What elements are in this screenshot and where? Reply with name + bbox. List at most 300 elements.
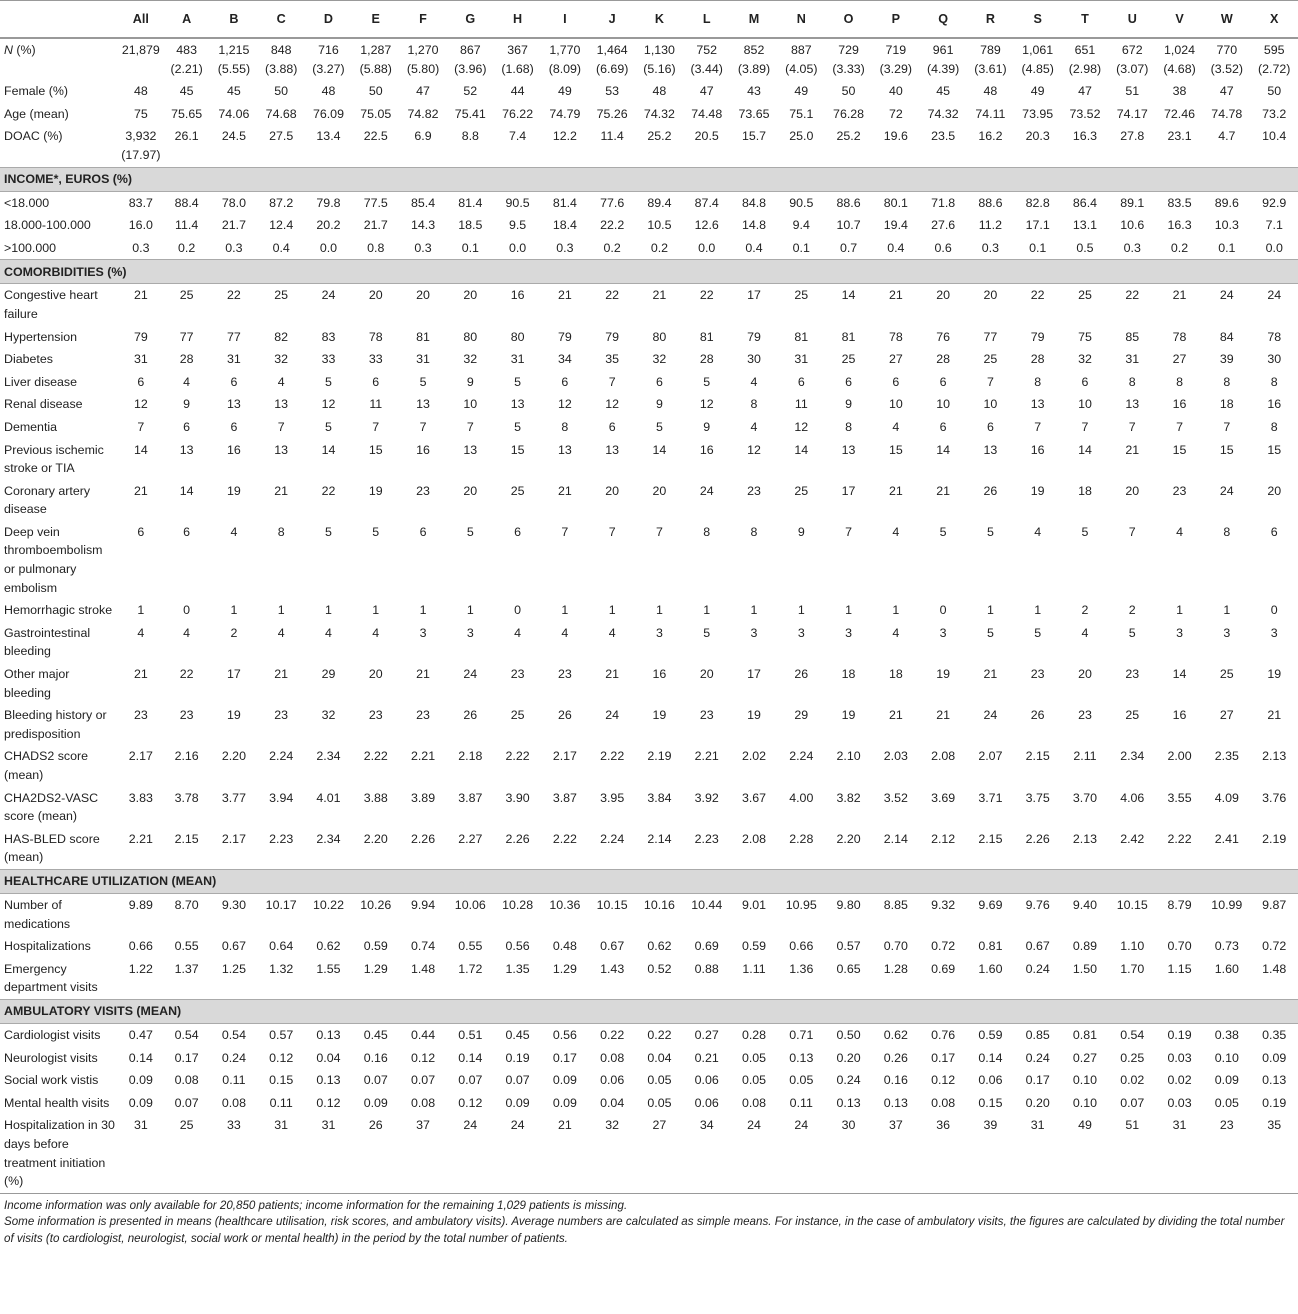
table-cell: 23	[557, 667, 572, 682]
table-cell	[730, 38, 777, 80]
table-cell: 16	[510, 288, 525, 303]
table-cell: 19	[1030, 483, 1045, 498]
table-cell: 24	[463, 667, 478, 682]
table-cell: 11.4	[600, 129, 624, 144]
table-cell: 11.2	[978, 218, 1002, 233]
table-cell: 13	[983, 442, 998, 457]
table-cell: 73.65	[738, 106, 770, 121]
table-cell: 0.08	[741, 1095, 767, 1110]
table-cell: 13	[274, 442, 289, 457]
table-cell: 47	[1219, 84, 1234, 99]
table-cell: 0.03	[1167, 1050, 1192, 1065]
table-row	[0, 416, 1298, 439]
table-cell: 1	[466, 603, 474, 618]
table-cell: 6	[1081, 374, 1089, 389]
column-header: I	[541, 1, 588, 39]
table-cell: 35	[605, 352, 620, 367]
table-row	[0, 663, 1298, 704]
row-label: N (%)	[4, 43, 36, 57]
table-cell: 0.16	[883, 1073, 908, 1088]
table-cell: 0.56	[505, 939, 530, 954]
table-cell: 0.57	[836, 939, 861, 954]
table-cell: 3.52	[883, 790, 908, 805]
table-row	[0, 326, 1298, 349]
table-cell: 0.38	[1214, 1027, 1239, 1042]
table-cell: 45	[227, 84, 241, 99]
table-cell: 22	[1030, 288, 1045, 303]
table-cell: 49	[794, 84, 809, 99]
table-row	[0, 103, 1298, 126]
table-cell: 14	[652, 442, 667, 457]
table-cell: 48	[652, 84, 667, 99]
table-cell: 83	[321, 329, 336, 344]
table-cell: 0.25	[1120, 1050, 1145, 1065]
cell-value: 1,287	[360, 43, 392, 57]
table-cell: 9	[797, 524, 805, 539]
table-cell: 40	[888, 84, 903, 99]
table-cell: 0.14	[978, 1050, 1003, 1065]
row-label: Gastrointestinal bleeding	[4, 625, 91, 659]
table-cell: 16	[699, 442, 714, 457]
table-cell: 2.23	[694, 831, 719, 846]
table-cell: 17	[747, 288, 761, 303]
table-cell: 3.89	[410, 790, 436, 805]
table-cell: 7.4	[508, 129, 527, 144]
table-cell: 5	[986, 625, 994, 640]
table-row	[0, 237, 1298, 260]
table-cell: 77.6	[600, 195, 625, 210]
table-cell: 16	[1172, 397, 1187, 412]
table-cell: 11	[369, 397, 383, 412]
table-cell: 7	[372, 419, 380, 434]
table-cell: 2.02	[741, 749, 767, 764]
table-cell: 0.3	[981, 240, 1000, 255]
cell-value: 672	[1121, 43, 1143, 57]
table-cell: 81.4	[552, 195, 577, 210]
table-cell: 78	[368, 329, 383, 344]
table-cell: 0.05	[741, 1050, 767, 1065]
row-label: Emergency department visits	[4, 961, 98, 995]
table-cell: 8	[1176, 374, 1183, 389]
table-cell: 0.56	[552, 1027, 577, 1042]
table-cell: 0.07	[410, 1073, 436, 1088]
table-cell: 20	[368, 288, 383, 303]
table-cell	[872, 38, 919, 80]
table-cell: 10.15	[1116, 897, 1148, 912]
table-row	[0, 393, 1298, 416]
table-cell	[119, 38, 163, 80]
table-cell: 6	[514, 524, 522, 539]
table-cell: 4	[561, 625, 569, 640]
row-label: <18.000	[4, 195, 50, 210]
table-cell: 4	[372, 625, 380, 640]
table-cell: 24	[1219, 288, 1234, 303]
table-cell: 0.72	[931, 939, 956, 954]
table-cell: 10.26	[360, 897, 392, 912]
table-cell: 81.4	[458, 195, 483, 210]
table-cell: 83.7	[128, 195, 153, 210]
table-cell: 15	[888, 442, 903, 457]
table-cell: 3.95	[600, 790, 625, 805]
table-cell: 25	[841, 352, 856, 367]
table-footnotes	[0, 1194, 1298, 1248]
table-cell: 21	[133, 288, 148, 303]
table-cell: 0.07	[505, 1073, 530, 1088]
table-cell: 22	[699, 288, 714, 303]
table-cell: 21	[652, 288, 667, 303]
table-cell: 9.4	[792, 218, 810, 233]
table-cell: 5	[466, 524, 474, 539]
table-cell: 88.4	[174, 195, 199, 210]
table-cell: 36	[919, 1114, 966, 1193]
table-cell: 8	[703, 524, 711, 539]
column-header: P	[872, 1, 919, 39]
table-cell: 3.78	[174, 790, 199, 805]
table-cell: 14	[133, 442, 148, 457]
table-cell: 10.06	[454, 897, 486, 912]
table-cell: 1	[608, 603, 616, 618]
table-cell: 6	[939, 419, 947, 434]
table-cell: 0.59	[978, 1027, 1003, 1042]
table-cell: 4	[1034, 524, 1042, 539]
table-cell: 7	[1128, 419, 1136, 434]
table-cell: 8	[845, 419, 853, 434]
row-label: Female (%)	[4, 84, 69, 99]
table-cell: 0.57	[269, 1027, 294, 1042]
cell-percent: (5.80)	[406, 61, 440, 76]
cell-value: 961	[932, 43, 954, 57]
table-cell	[210, 38, 257, 80]
row-label: HAS-BLED score (mean)	[4, 831, 100, 865]
table-cell: 85	[1125, 329, 1140, 344]
table-cell: 0.45	[363, 1027, 388, 1042]
table-cell: 0.65	[836, 961, 861, 976]
table-row	[0, 1023, 1298, 1046]
table-cell: 1.28	[883, 961, 908, 976]
table-cell: 30	[1267, 352, 1282, 367]
table-cell: 2.24	[789, 749, 814, 764]
table-cell: 10.4	[1262, 129, 1287, 144]
table-cell: 2.21	[694, 749, 719, 764]
table-cell: 5	[514, 374, 522, 389]
table-cell: 2.03	[883, 749, 908, 764]
table-cell: 78	[1172, 329, 1187, 344]
table-cell: 28	[699, 352, 714, 367]
table-cell: 2.20	[836, 831, 861, 846]
table-cell: 75.65	[171, 106, 203, 121]
row-label: Cardiologist visits	[4, 1027, 101, 1042]
table-cell: 6	[183, 524, 191, 539]
table-cell: 7	[419, 419, 427, 434]
row-label: Social work vistis	[4, 1073, 99, 1088]
table-cell: 45	[179, 84, 194, 99]
table-cell: 4	[183, 625, 191, 640]
table-cell: 19.4	[883, 218, 908, 233]
table-cell: 10	[936, 397, 951, 412]
table-cell: 0.0	[319, 240, 338, 255]
table-cell: 1	[703, 603, 711, 618]
table-cell: 21	[888, 288, 903, 303]
table-cell: 14	[1078, 442, 1092, 457]
table-cell	[447, 38, 494, 80]
table-cell: 0.35	[1262, 1027, 1287, 1042]
table-cell: 20	[983, 288, 998, 303]
table-cell: 13	[227, 397, 241, 412]
table-cell: 3.76	[1262, 790, 1287, 805]
table-cell: 74.32	[643, 106, 675, 121]
table-cell: 0.1	[461, 240, 479, 255]
table-cell: 2.34	[316, 749, 341, 764]
column-header: S	[1014, 1, 1061, 39]
cell-value: 1,215	[218, 43, 250, 57]
table-cell: 0	[183, 603, 191, 618]
table-cell: 2.15	[174, 831, 199, 846]
table-cell: 9.32	[931, 897, 956, 912]
cell-percent: (4.05)	[785, 61, 818, 76]
table-cell: 0.76	[931, 1027, 956, 1042]
table-cell: 28	[1030, 352, 1045, 367]
table-cell: 25	[983, 352, 998, 367]
table-cell: 23	[133, 708, 148, 723]
cell-percent: (3.33)	[832, 61, 865, 76]
table-cell: 80.1	[883, 195, 908, 210]
table-cell: 6	[230, 374, 238, 389]
cell-percent: (3.07)	[1116, 61, 1149, 76]
column-header: C	[258, 1, 305, 39]
table-cell: 4	[892, 419, 900, 434]
table-cell: 37	[399, 1114, 446, 1193]
table-cell: 0.74	[410, 939, 436, 954]
table-cell: 31	[1125, 352, 1140, 367]
table-cell: 0.1	[1218, 240, 1236, 255]
table-cell: 20.2	[316, 218, 341, 233]
table-cell: 24	[605, 708, 620, 723]
table-cell: 12.4	[269, 218, 294, 233]
table-cell: 7	[277, 419, 285, 434]
table-cell: 22	[179, 667, 194, 682]
table-cell: 0.26	[883, 1050, 908, 1065]
table-cell: 2.20	[363, 831, 388, 846]
table-cell: 0.69	[931, 961, 956, 976]
table-cell: 13	[510, 397, 525, 412]
table-cell: 1.36	[789, 961, 814, 976]
table-row	[0, 1092, 1298, 1115]
table-cell: 12	[747, 442, 761, 457]
table-cell: 23	[1172, 483, 1187, 498]
row-label: Age (mean)	[4, 106, 69, 121]
column-header: V	[1156, 1, 1203, 39]
table-cell	[636, 38, 683, 80]
table-cell: 3.88	[363, 790, 388, 805]
table-cell: 0.3	[132, 240, 150, 255]
table-cell: 0.19	[1167, 1027, 1192, 1042]
table-cell: 32	[463, 352, 478, 367]
table-row	[0, 935, 1298, 958]
table-cell: 10.95	[785, 897, 817, 912]
table-cell: 0.8	[367, 240, 385, 255]
table-cell: 0.2	[650, 240, 669, 255]
column-header: D	[305, 1, 352, 39]
table-cell: 0.73	[1214, 939, 1239, 954]
cell-value: 1,464	[596, 43, 628, 57]
table-cell: 25.2	[647, 129, 672, 144]
cell-percent: (5.55)	[217, 61, 251, 76]
table-cell: 6	[797, 374, 805, 389]
table-cell: 18.5	[458, 218, 483, 233]
table-cell: 48	[983, 84, 998, 99]
table-cell: 0.09	[505, 1095, 530, 1110]
table-cell: 78	[1267, 329, 1282, 344]
table-cell: 74.06	[218, 106, 250, 121]
table-cell: 21	[133, 483, 148, 498]
table-row	[0, 125, 1298, 167]
table-cell: 21	[274, 667, 289, 682]
table-cell: 1	[655, 603, 663, 618]
table-cell: 27	[1172, 352, 1187, 367]
table-cell: 26.1	[174, 129, 199, 144]
column-header: X	[1250, 1, 1298, 39]
table-cell: 89.6	[1214, 195, 1239, 210]
table-cell: 0.05	[647, 1095, 672, 1110]
table-cell	[258, 38, 305, 80]
table-cell: 14	[794, 442, 809, 457]
table-cell: 20.3	[1025, 129, 1050, 144]
table-cell: 3.67	[741, 790, 767, 805]
table-cell: 75.05	[360, 106, 392, 121]
section-title: INCOME*, EUROS (%)	[0, 167, 1298, 191]
table-cell: 15	[368, 442, 383, 457]
table-cell: 2	[230, 625, 238, 640]
table-cell: 14.3	[410, 218, 436, 233]
table-row	[0, 599, 1298, 622]
table-row	[0, 745, 1298, 786]
table-cell: 15	[1172, 442, 1187, 457]
table-cell: 16	[227, 442, 241, 457]
table-cell: 90.5	[505, 195, 530, 210]
table-cell: 0.3	[1123, 240, 1141, 255]
table-cell: 8	[1223, 374, 1231, 389]
table-cell: 31	[305, 1114, 352, 1193]
table-cell: 1.35	[505, 961, 530, 976]
table-cell: 45	[936, 84, 951, 99]
table-cell: 2.12	[931, 831, 956, 846]
table-cell: 0.15	[269, 1073, 294, 1088]
table-row	[0, 371, 1298, 394]
table-cell: 22	[321, 483, 336, 498]
table-cell: 47	[1078, 84, 1092, 99]
table-cell: 2.22	[600, 749, 625, 764]
table-cell: 44	[510, 84, 525, 99]
table-cell: 34	[683, 1114, 730, 1193]
table-cell: 0.44	[410, 1027, 436, 1042]
table-cell: 5	[325, 419, 332, 434]
table-cell: 75.1	[789, 106, 814, 121]
table-cell: 74.11	[975, 106, 1006, 121]
table-row	[0, 622, 1298, 663]
table-cell: 13	[557, 442, 572, 457]
table-cell: 22	[1125, 288, 1140, 303]
table-cell: 2.10	[836, 749, 861, 764]
table-cell: 20	[368, 667, 383, 682]
table-cell: 82	[274, 329, 289, 344]
table-cell: 10.17	[265, 897, 297, 912]
table-cell: 13	[1030, 397, 1045, 412]
table-cell	[919, 38, 966, 80]
table-cell: 23.1	[1167, 129, 1192, 144]
table-cell: 12	[133, 397, 148, 412]
table-cell: 9.40	[1072, 897, 1098, 912]
table-cell: 2.19	[647, 749, 672, 764]
table-cell: 8	[1270, 419, 1278, 434]
table-cell: 35	[1250, 1114, 1298, 1193]
table-cell: 2.22	[363, 749, 388, 764]
table-cell: 0.1	[1029, 240, 1047, 255]
table-cell: 92.9	[1262, 195, 1287, 210]
table-cell: 81	[699, 329, 714, 344]
table-cell: 0.12	[931, 1073, 956, 1088]
table-cell: 9	[703, 419, 711, 434]
table-cell: 4.00	[789, 790, 814, 805]
table-cell	[589, 38, 636, 80]
table-cell: 27	[1219, 708, 1234, 723]
cell-value: 719	[885, 43, 907, 57]
column-header: Q	[919, 1, 966, 39]
table-cell: 31	[133, 352, 148, 367]
table-cell: 75	[1078, 329, 1092, 344]
table-cell: 2.17	[128, 749, 153, 764]
cell-percent: (17.97)	[121, 147, 161, 162]
table-cell: 13.1	[1072, 218, 1098, 233]
table-cell: 0.24	[1025, 961, 1050, 976]
table-cell: 0.06	[600, 1073, 625, 1088]
cell-value: 21,879	[121, 43, 160, 57]
table-cell: 0.62	[316, 939, 341, 954]
table-cell: 1	[845, 603, 853, 618]
table-cell: 21	[541, 1114, 588, 1193]
table-cell: 53	[605, 84, 620, 99]
column-header: F	[399, 1, 446, 39]
row-label: Dementia	[4, 419, 58, 434]
table-cell: 3.70	[1072, 790, 1098, 805]
table-cell: 24	[730, 1114, 777, 1193]
table-cell: 6	[845, 374, 853, 389]
table-cell: 0.16	[363, 1050, 388, 1065]
table-cell: 80	[510, 329, 525, 344]
table-cell: 11.4	[175, 218, 199, 233]
column-header: N	[778, 1, 825, 39]
table-cell: 7	[986, 374, 994, 389]
table-cell	[352, 38, 399, 80]
table-cell: 0.4	[745, 240, 763, 255]
table-cell: 22	[227, 288, 241, 303]
table-cell: 9.87	[1262, 897, 1287, 912]
table-row	[0, 1114, 1298, 1193]
table-cell: 0.12	[458, 1095, 483, 1110]
table-cell: 4.09	[1214, 790, 1239, 805]
table-cell: 32	[321, 708, 336, 723]
table-cell: 3.92	[694, 790, 719, 805]
table-cell: 50	[1267, 84, 1282, 99]
table-cell: 7	[845, 524, 853, 539]
table-cell: 16	[416, 442, 430, 457]
table-cell	[163, 38, 210, 80]
table-cell: 21	[557, 288, 572, 303]
table-cell: 2.11	[1073, 749, 1097, 764]
table-cell: 0.09	[128, 1073, 153, 1088]
table-cell: 77	[983, 329, 998, 344]
table-cell: 0.19	[505, 1050, 530, 1065]
table-cell: 79	[747, 329, 761, 344]
